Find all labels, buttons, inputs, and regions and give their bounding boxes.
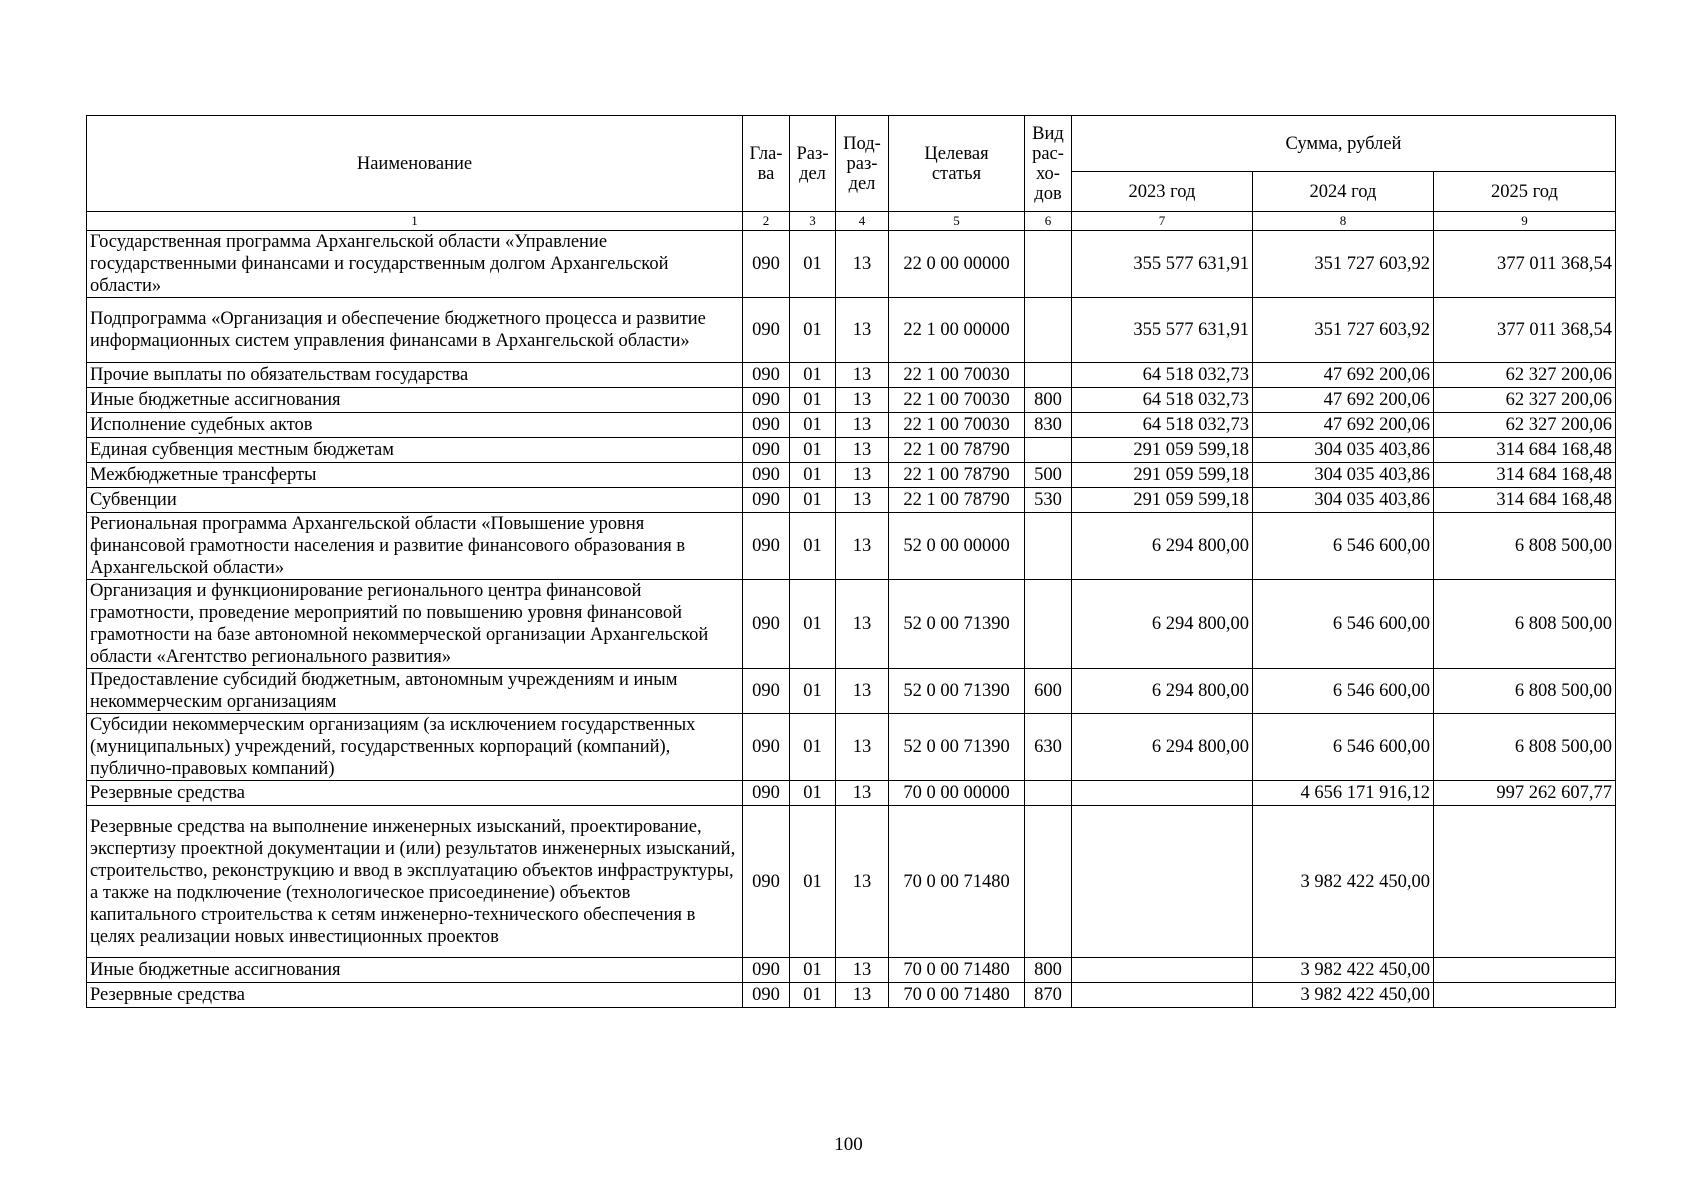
sum-2024-cell: 47 692 200,06 [1253,413,1434,438]
sum-2025-cell: 62 327 200,06 [1434,388,1616,413]
row-name-cell: Резервные средства [87,983,743,1008]
sum-2023-cell: 64 518 032,73 [1072,363,1253,388]
sum-2024-cell: 304 035 403,86 [1253,488,1434,513]
sum-2025-cell: 377 011 368,54 [1434,298,1616,363]
target-article-cell: 52 0 00 71390 [889,580,1025,669]
sum-2023-cell: 291 059 599,18 [1072,488,1253,513]
razdel-cell: 01 [790,781,836,806]
glava-cell: 090 [743,231,790,298]
glava-cell: 090 [743,438,790,463]
sum-2024-cell: 47 692 200,06 [1253,363,1434,388]
row-name-cell: Региональная программа Архангельской области «Повышение уровня финансовой грамотности населения и развитие финансового образования в Архангельской области» [87,513,743,580]
expense-type-cell [1025,298,1072,363]
target-article-cell: 22 1 00 78790 [889,438,1025,463]
table-row [87,388,1616,413]
sum-2025-cell: 6 808 500,00 [1434,669,1616,714]
row-name-cell: Иные бюджетные ассигнования [87,388,743,413]
sum-2024-cell: 304 035 403,86 [1253,463,1434,488]
expense-type-cell: 830 [1025,413,1072,438]
row-name-cell: Резервные средства на выполнение инженерных изысканий, проектирование, экспертизу проектной документации и (или) результатов инженерных изысканий, строительство, реконструкцию и ввод в эксплуатацию объектов инфраструктуры, а также на подключение (технологическое присоединение) объектов капитального строительства к сетям инженерно-технического обеспечения в целях реализации новых инвестиционных проектов [87,806,743,958]
sum-2023-cell [1072,983,1253,1008]
sum-2024-cell: 6 546 600,00 [1253,580,1434,669]
header-glava: Гла- ва [743,116,790,212]
header-expense-type: Вид рас- хо- дов [1025,116,1072,212]
row-name-cell: Прочие выплаты по обязательствам государства [87,363,743,388]
sum-2024-cell: 6 546 600,00 [1253,513,1434,580]
sum-2024-cell: 3 982 422 450,00 [1253,806,1434,958]
sum-2025-cell: 6 808 500,00 [1434,580,1616,669]
glava-cell: 090 [743,669,790,714]
column-number-cell: 5 [889,212,1025,231]
sum-2023-cell: 64 518 032,73 [1072,413,1253,438]
podrazdel-cell: 13 [836,580,889,669]
table-row [87,438,1616,463]
table-row [87,363,1616,388]
expense-type-cell: 800 [1025,958,1072,983]
sum-2023-cell: 355 577 631,91 [1072,231,1253,298]
target-article-cell: 70 0 00 00000 [889,781,1025,806]
table-row [87,806,1616,958]
expense-type-cell [1025,231,1072,298]
expense-type-cell: 530 [1025,488,1072,513]
target-article-cell: 70 0 00 71480 [889,958,1025,983]
sum-2023-cell: 291 059 599,18 [1072,463,1253,488]
podrazdel-cell: 13 [836,806,889,958]
sum-2025-cell: 314 684 168,48 [1434,438,1616,463]
sum-2025-cell: 314 684 168,48 [1434,488,1616,513]
podrazdel-cell: 13 [836,231,889,298]
sum-2024-cell: 3 982 422 450,00 [1253,958,1434,983]
target-article-cell: 22 1 00 78790 [889,463,1025,488]
expense-type-cell: 800 [1025,388,1072,413]
column-number-cell: 6 [1025,212,1072,231]
sum-2023-cell: 64 518 032,73 [1072,388,1253,413]
expense-type-cell: 600 [1025,669,1072,714]
glava-cell: 090 [743,714,790,781]
target-article-cell: 70 0 00 71480 [889,983,1025,1008]
sum-2023-cell [1072,806,1253,958]
target-article-cell: 70 0 00 71480 [889,806,1025,958]
sum-2024-cell: 4 656 171 916,12 [1253,781,1434,806]
row-name-cell: Организация и функционирование регионального центра финансовой грамотности, проведение мероприятий по повышению уровня финансовой грамотности на базе автономной некоммерческой организации Архангельской области «Агентство регионального развития» [87,580,743,669]
razdel-cell: 01 [790,958,836,983]
row-name-cell: Исполнение судебных актов [87,413,743,438]
column-number-cell: 1 [87,212,743,231]
glava-cell: 090 [743,298,790,363]
row-name-cell: Подпрограмма «Организация и обеспечение бюджетного процесса и развитие информационных систем управления финансами в Архангельской области» [87,298,743,363]
podrazdel-cell: 13 [836,488,889,513]
razdel-cell: 01 [790,806,836,958]
column-number-cell: 3 [790,212,836,231]
row-name-cell: Иные бюджетные ассигнования [87,958,743,983]
table-row [87,513,1616,580]
target-article-cell: 22 1 00 78790 [889,488,1025,513]
glava-cell: 090 [743,806,790,958]
column-numbers-row [87,212,1616,231]
table-row [87,298,1616,363]
podrazdel-cell: 13 [836,438,889,463]
table-row [87,983,1616,1008]
podrazdel-cell: 13 [836,714,889,781]
sum-2025-cell: 62 327 200,06 [1434,363,1616,388]
sum-2023-cell: 6 294 800,00 [1072,513,1253,580]
table-row [87,714,1616,781]
table-row [87,958,1616,983]
sum-2025-cell: 62 327 200,06 [1434,413,1616,438]
razdel-cell: 01 [790,714,836,781]
sum-2023-cell: 6 294 800,00 [1072,669,1253,714]
razdel-cell: 01 [790,363,836,388]
podrazdel-cell: 13 [836,298,889,363]
sum-2023-cell: 291 059 599,18 [1072,438,1253,463]
header-podrazdel: Под- раз- дел [836,116,889,212]
podrazdel-cell: 13 [836,983,889,1008]
header-name: Наименование [87,116,743,212]
expense-type-cell [1025,438,1072,463]
razdel-cell: 01 [790,669,836,714]
sum-2024-cell: 351 727 603,92 [1253,298,1434,363]
table-row [87,413,1616,438]
expense-type-cell: 630 [1025,714,1072,781]
row-name-cell: Межбюджетные трансферты [87,463,743,488]
header-razdel: Раз- дел [790,116,836,212]
table-row [87,781,1616,806]
razdel-cell: 01 [790,298,836,363]
razdel-cell: 01 [790,488,836,513]
glava-cell: 090 [743,488,790,513]
glava-cell: 090 [743,363,790,388]
podrazdel-cell: 13 [836,513,889,580]
column-number-cell: 7 [1072,212,1253,231]
podrazdel-cell: 13 [836,413,889,438]
sum-2024-cell: 6 546 600,00 [1253,669,1434,714]
column-number-cell: 2 [743,212,790,231]
sum-2025-cell [1434,983,1616,1008]
row-name-cell: Субвенции [87,488,743,513]
expense-type-cell [1025,513,1072,580]
glava-cell: 090 [743,413,790,438]
target-article-cell: 22 1 00 70030 [889,363,1025,388]
budget-table [86,115,1616,1008]
table-row [87,580,1616,669]
podrazdel-cell: 13 [836,388,889,413]
sum-2023-cell: 355 577 631,91 [1072,298,1253,363]
header-sum: Сумма, рублей [1072,116,1616,172]
sum-2025-cell: 314 684 168,48 [1434,463,1616,488]
razdel-cell: 01 [790,413,836,438]
razdel-cell: 01 [790,463,836,488]
glava-cell: 090 [743,388,790,413]
sum-2025-cell: 997 262 607,77 [1434,781,1616,806]
sum-2024-cell: 47 692 200,06 [1253,388,1434,413]
row-name-cell: Резервные средства [87,781,743,806]
target-article-cell: 22 1 00 70030 [889,388,1025,413]
glava-cell: 090 [743,958,790,983]
sum-2023-cell: 6 294 800,00 [1072,580,1253,669]
glava-cell: 090 [743,463,790,488]
target-article-cell: 52 0 00 00000 [889,513,1025,580]
sum-2024-cell: 6 546 600,00 [1253,714,1434,781]
row-name-cell: Субсидии некоммерческим организациям (за исключением государственных (муниципальных) учреждений, государственных корпораций (компаний), публично-правовых компаний) [87,714,743,781]
sum-2025-cell: 377 011 368,54 [1434,231,1616,298]
sum-2025-cell: 6 808 500,00 [1434,513,1616,580]
row-name-cell: Предоставление субсидий бюджетным, автономным учреждениям и иным некоммерческим организациям [87,669,743,714]
expense-type-cell: 870 [1025,983,1072,1008]
column-number-cell: 9 [1434,212,1616,231]
razdel-cell: 01 [790,580,836,669]
sum-2023-cell [1072,958,1253,983]
row-name-cell: Государственная программа Архангельской области «Управление государственными финансами и государственным долгом Архангельской области» [87,231,743,298]
podrazdel-cell: 13 [836,781,889,806]
podrazdel-cell: 13 [836,958,889,983]
header-target-article: Целевая статья [889,116,1025,212]
glava-cell: 090 [743,580,790,669]
target-article-cell: 22 0 00 00000 [889,231,1025,298]
column-number-cell: 4 [836,212,889,231]
header-year-2025: 2025 год [1434,172,1616,212]
razdel-cell: 01 [790,438,836,463]
sum-2023-cell [1072,781,1253,806]
page-number: 100 [834,1134,863,1155]
razdel-cell: 01 [790,231,836,298]
row-name-cell: Единая субвенция местным бюджетам [87,438,743,463]
glava-cell: 090 [743,513,790,580]
sum-2025-cell: 6 808 500,00 [1434,714,1616,781]
target-article-cell: 22 1 00 70030 [889,413,1025,438]
sum-2024-cell: 351 727 603,92 [1253,231,1434,298]
expense-type-cell [1025,806,1072,958]
sum-2025-cell [1434,806,1616,958]
table-row [87,231,1616,298]
podrazdel-cell: 13 [836,463,889,488]
table-row [87,488,1616,513]
header-year-2023: 2023 год [1072,172,1253,212]
razdel-cell: 01 [790,513,836,580]
target-article-cell: 22 1 00 00000 [889,298,1025,363]
target-article-cell: 52 0 00 71390 [889,669,1025,714]
razdel-cell: 01 [790,388,836,413]
sum-2024-cell: 304 035 403,86 [1253,438,1434,463]
sum-2023-cell: 6 294 800,00 [1072,714,1253,781]
expense-type-cell [1025,781,1072,806]
column-number-cell: 8 [1253,212,1434,231]
header-year-2024: 2024 год [1253,172,1434,212]
glava-cell: 090 [743,781,790,806]
expense-type-cell [1025,363,1072,388]
podrazdel-cell: 13 [836,669,889,714]
sum-2025-cell [1434,958,1616,983]
sum-2024-cell: 3 982 422 450,00 [1253,983,1434,1008]
table-row [87,669,1616,714]
table-row [87,463,1616,488]
podrazdel-cell: 13 [836,363,889,388]
target-article-cell: 52 0 00 71390 [889,714,1025,781]
expense-type-cell: 500 [1025,463,1072,488]
razdel-cell: 01 [790,983,836,1008]
expense-type-cell [1025,580,1072,669]
glava-cell: 090 [743,983,790,1008]
